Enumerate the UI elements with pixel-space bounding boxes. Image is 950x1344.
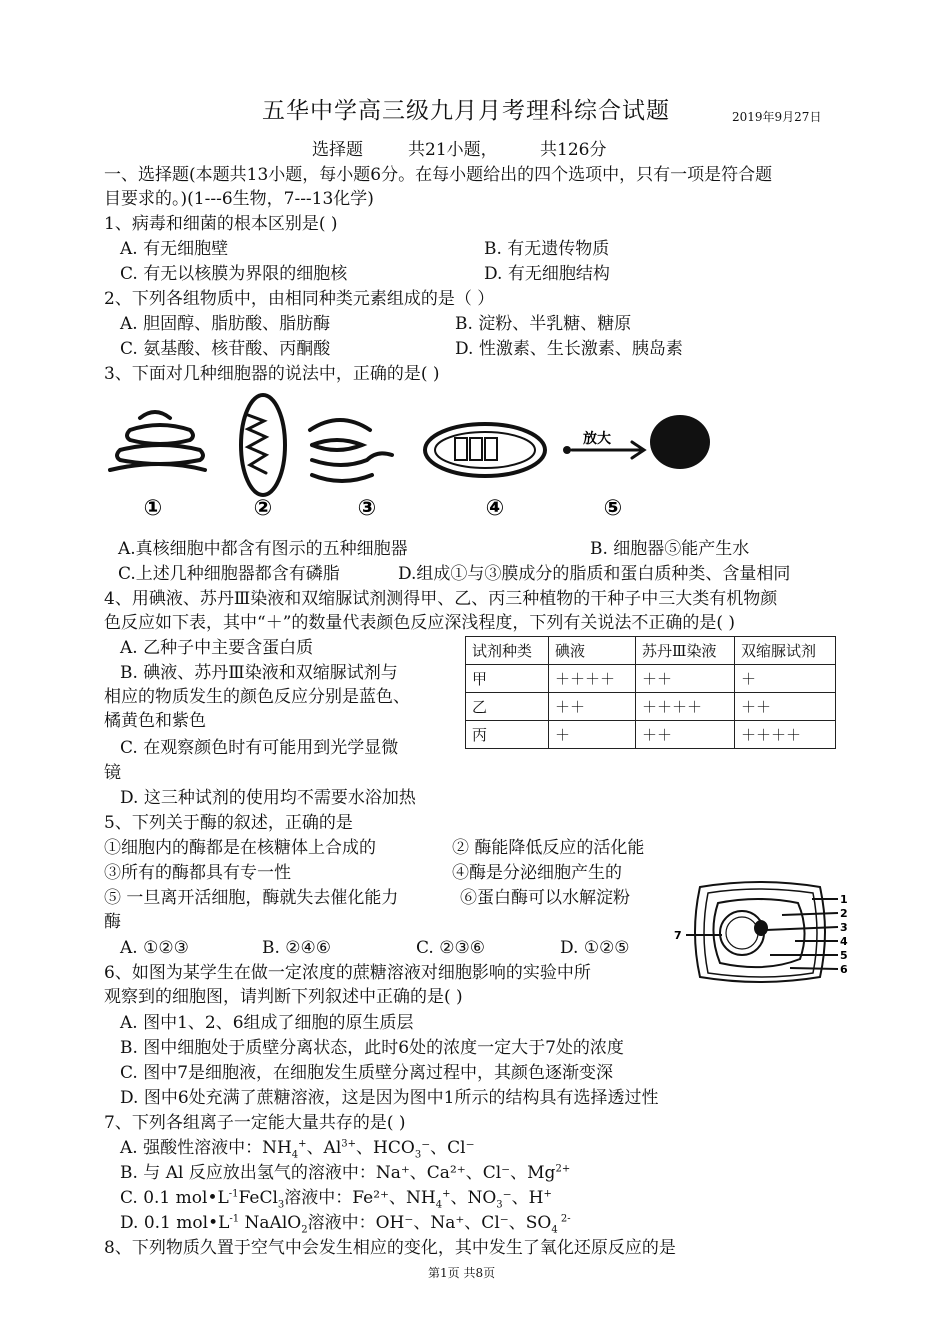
table-cell: 乙 xyxy=(466,693,549,721)
q7-a-s4: 3 xyxy=(414,1149,422,1161)
q5-statement-6b: 酶 xyxy=(104,912,121,932)
q6-option-a: A. 图中1、2、6组成了细胞的原生质层 xyxy=(120,1013,414,1033)
q7-a-al: 、Al xyxy=(306,1138,342,1158)
q7-c-pre: C. 0.1 mol•L xyxy=(120,1188,229,1208)
q7-option-d xyxy=(120,1212,571,1234)
q7-c-end2: ⁻、H xyxy=(502,1188,544,1208)
intro-line-2: 目要求的。)(1---6生物，7---13化学) xyxy=(104,189,374,209)
q7-c-mid: FeCl xyxy=(238,1188,278,1208)
q4-stem-1: 4、用碘液、苏丹Ⅲ染液和双缩脲试剂测得甲、乙、丙三种植物的干种子中三大类有机物颜 xyxy=(104,589,778,609)
q5-option-c: C. ②③⑥ xyxy=(416,938,485,958)
q6-option-d: D. 图中6处充满了蔗糖溶液，这是因为图中1所示的结构具有选择透过性 xyxy=(120,1088,659,1108)
q7-c-sub: 3 xyxy=(277,1199,285,1211)
table-row xyxy=(466,665,836,693)
cell-label-6: 6 xyxy=(840,963,848,976)
cell-label-1: 1 xyxy=(840,893,848,906)
q7-a-s5: ⁻ xyxy=(421,1138,431,1158)
q7-d-mid: NaAlO xyxy=(239,1213,302,1233)
q1-option-a: A. 有无细胞壁 xyxy=(120,239,229,259)
fig-label-2: ② xyxy=(253,496,273,521)
q3-option-b: B. 细胞器⑤能产生水 xyxy=(590,539,750,559)
q7-a-pre: A. 强酸性溶液中：NH xyxy=(120,1138,292,1158)
section-count: 共21小题， xyxy=(408,140,498,160)
q1-option-d: D. 有无细胞结构 xyxy=(484,264,610,284)
q7-d-post: 溶液中：OH⁻、Na⁺、Cl⁻、SO xyxy=(307,1213,552,1233)
table-header-cell: 苏丹Ⅲ染液 xyxy=(636,637,735,665)
table-header-cell: 双缩脲试剂 xyxy=(735,637,836,665)
q3-stem: 3、下面对几种细胞器的说法中，正确的是( ) xyxy=(104,364,440,384)
section-score: 共126分 xyxy=(540,140,607,160)
exam-date: 2019年9月27日 xyxy=(732,110,822,124)
q5-option-a: A. ①②③ xyxy=(120,938,189,958)
q7-c-sup2: + xyxy=(442,1188,451,1200)
q5-statement-6: ⑥蛋白酶可以水解淀粉 xyxy=(460,888,630,908)
q7-d-sup1: -1 xyxy=(229,1213,240,1225)
q5-statement-5: ⑤ 一旦离开活细胞，酶就失去催化能力 xyxy=(104,888,399,908)
cell-label-2: 2 xyxy=(840,907,848,920)
q6-option-b: B. 图中细胞处于质壁分离状态，此时6处的浓度一定大于7处的浓度 xyxy=(120,1038,624,1058)
table-header-row xyxy=(466,637,836,665)
q5-option-d: D. ①②⑤ xyxy=(560,938,630,958)
table-header-cell: 碘液 xyxy=(549,637,636,665)
organelle-figure xyxy=(100,390,720,530)
table-cell: 丙 xyxy=(466,721,549,749)
q1-option-c: C. 有无以核膜为界限的细胞核 xyxy=(120,264,348,284)
q7-a-post: 、HCO xyxy=(356,1138,415,1158)
q2-option-a: A. 胆固醇、脂肪酸、脂肪酶 xyxy=(120,314,331,334)
page-title: 五华中学高三级九月月考理科综合试题 xyxy=(262,98,670,124)
q7-b-pre: B. 与 Al 反应放出氢气的溶液中：Na⁺、Ca²⁺、Cl⁻、Mg xyxy=(120,1163,556,1183)
fig-zoom-label: 放大 xyxy=(583,430,611,446)
table-cell: ＋ xyxy=(549,721,636,749)
cell-label-7: 7 xyxy=(674,929,682,942)
cell-label-5: 5 xyxy=(840,949,848,962)
table-row xyxy=(466,721,836,749)
q7-c-sub3: 3 xyxy=(496,1199,503,1211)
q4-stem-2: 色反应如下表，其中“＋”的数量代表颜色反应深浅程度，下列有关说法不正确的是( ) xyxy=(104,613,736,633)
table-cell: ＋＋＋＋ xyxy=(735,721,836,749)
q7-c-post: 溶液中：Fe²⁺、NH xyxy=(284,1188,436,1208)
page-footer: 第1页 共8页 xyxy=(428,1266,496,1280)
table-cell: ＋＋ xyxy=(735,693,836,721)
cell-label-4: 4 xyxy=(840,935,848,948)
q7-a-end: 、Cl⁻ xyxy=(430,1138,475,1158)
q2-option-c: C. 氨基酸、核苷酸、丙酮酸 xyxy=(120,339,331,359)
intro-line-1: 一、选择题(本题共13小题，每小题6分。在每小题给出的四个选项中，只有一项是符合题 xyxy=(104,165,773,185)
q6-stem-2: 观察到的细胞图，请判断下列叙述中正确的是( ) xyxy=(104,987,463,1007)
q6-stem-1: 6、如图为某学生在做一定浓度的蔗糖溶液对细胞影响的实验中所 xyxy=(104,963,591,983)
table-cell: ＋＋ xyxy=(636,665,735,693)
fig-label-1: ① xyxy=(143,496,163,521)
fig-label-3: ③ xyxy=(357,496,377,521)
q4-option-b-1: B. 碘液、苏丹Ⅲ染液和双缩脲试剂与 xyxy=(120,663,398,683)
table-cell: ＋＋＋＋ xyxy=(636,693,735,721)
q4-option-b-3: 橘黄色和紫色 xyxy=(104,711,206,731)
q7-option-c xyxy=(120,1187,552,1209)
fig-label-5: ⑤ xyxy=(603,496,623,521)
fig-label-4: ④ xyxy=(485,496,505,521)
q2-option-b: B. 淀粉、半乳糖、糖原 xyxy=(455,314,632,334)
q4-option-d: D. 这三种试剂的使用均不需要水浴加热 xyxy=(120,788,416,808)
q5-stem: 5、下列关于酶的叙述，正确的是 xyxy=(104,813,353,833)
q7-a-s2: + xyxy=(298,1138,307,1150)
q4-option-c-1: C. 在观察颜色时有可能用到光学显微 xyxy=(120,738,399,758)
q5-statement-1: ①细胞内的酶都是在核糖体上合成的 xyxy=(104,838,376,858)
q7-c-end: 、NO xyxy=(450,1188,497,1208)
q2-option-d: D. 性激素、生长激素、胰岛素 xyxy=(455,339,683,359)
cell-label-3: 3 xyxy=(840,921,848,934)
q3-option-d: D.组成①与③膜成分的脂质和蛋白质种类、含量相同 xyxy=(398,564,791,584)
table-cell: ＋＋ xyxy=(549,693,636,721)
q7-a-s3: 3+ xyxy=(341,1138,357,1150)
q7-c-sup3: + xyxy=(543,1188,552,1200)
q5-statement-3: ③所有的酶都具有专一性 xyxy=(104,863,291,883)
table-cell: 甲 xyxy=(466,665,549,693)
q5-statement-4: ④酶是分泌细胞产生的 xyxy=(452,863,622,883)
q3-option-c: C.上述几种细胞器都含有磷脂 xyxy=(118,564,340,584)
q1-option-b: B. 有无遗传物质 xyxy=(484,239,610,259)
section-label: 选择题 xyxy=(312,140,363,160)
q7-option-a xyxy=(120,1137,475,1159)
q7-b-sup: 2+ xyxy=(555,1163,571,1175)
q7-stem: 7、下列各组离子一定能大量共存的是( ) xyxy=(104,1113,406,1133)
q8-stem: 8、下列物质久置于空气中会发生相应的变化，其中发生了氧化还原反应的是 xyxy=(104,1238,676,1258)
q6-option-c: C. 图中7是细胞液，在细胞发生质壁分离过程中，其颜色逐渐变深 xyxy=(120,1063,614,1083)
q7-d-sub2: 4 xyxy=(551,1224,558,1236)
q4-option-c-2: 镜 xyxy=(104,763,121,783)
q7-d-sup2: 2- xyxy=(557,1213,571,1225)
q4-option-b-2: 相应的物质发生的颜色反应分别是蓝色、 xyxy=(104,687,410,707)
table-cell: ＋＋ xyxy=(636,721,735,749)
q7-d-pre: D. 0.1 mol•L xyxy=(120,1213,230,1233)
q7-c-sup1: -1 xyxy=(228,1188,239,1200)
q5-statement-2: ② 酶能降低反应的活化能 xyxy=(452,838,645,858)
plant-cell-figure xyxy=(670,875,850,990)
q7-d-sub: 2 xyxy=(301,1224,308,1236)
q1-stem: 1、病毒和细菌的根本区别是( ) xyxy=(104,214,338,234)
q7-c-sub2: 4 xyxy=(435,1199,443,1211)
table-cell: ＋＋＋＋ xyxy=(549,665,636,693)
q2-stem: 2、下列各组物质中，由相同种类元素组成的是（ ） xyxy=(104,289,495,309)
table-cell: ＋ xyxy=(735,665,836,693)
q3-option-a: A.真核细胞中都含有图示的五种细胞器 xyxy=(118,539,408,559)
q7-option-b xyxy=(120,1162,570,1184)
reagent-table xyxy=(465,636,836,749)
table-row xyxy=(466,693,836,721)
table-header-cell: 试剂种类 xyxy=(466,637,549,665)
q4-option-a: A. 乙种子中主要含蛋白质 xyxy=(120,638,314,658)
q5-option-b: B. ②④⑥ xyxy=(262,938,332,958)
q7-a-s1: 4 xyxy=(291,1149,299,1161)
